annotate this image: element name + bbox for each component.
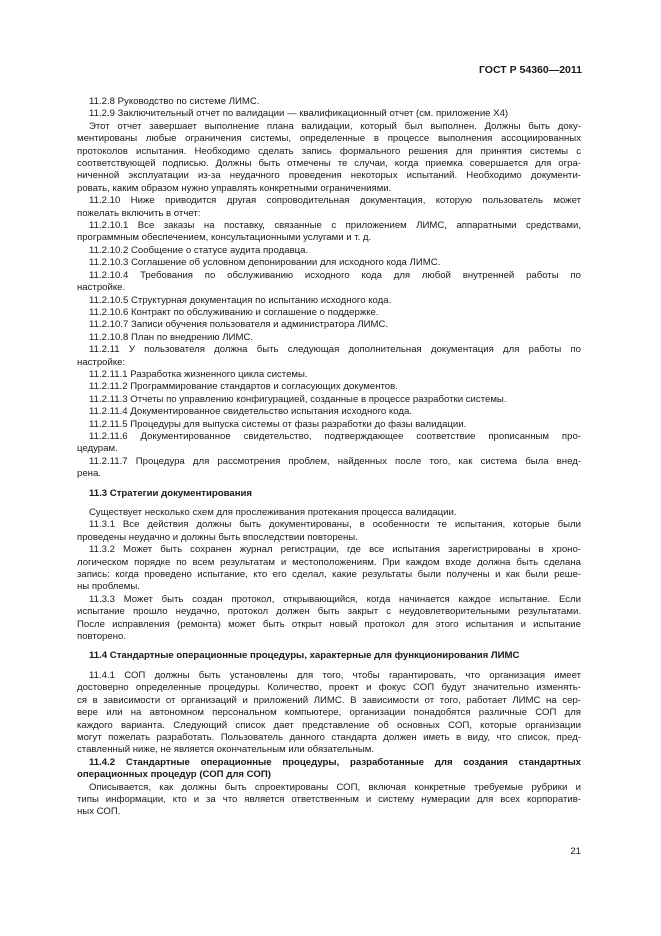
text-line: 11.2.11 У пользователя должна быть следующая дополнительная документация для работы по	[89, 344, 581, 356]
text-line: достоверно определенные процедуры. Количество, проект и фокус СОП будут значительно изменять-	[77, 682, 581, 694]
document-header: ГОСТ Р 54360—2011	[478, 64, 582, 76]
text-line: запись: когда проведено испытание, кто его сделал, какие результаты были получены и как были реше-	[77, 569, 581, 581]
text-line: могут пожелать разработать. Пользователь данного стандарта должен иметь в виду, что список, пред-	[77, 731, 581, 743]
text-line: 11.2.10.2 Сообщение о статусе аудита продавца.	[89, 244, 309, 256]
text-line: 11.2.10.5 Структурная документация по испытанию исходного кода.	[89, 294, 392, 306]
text-line: 11.2.11.1 Разработка жизненного цикла системы.	[89, 368, 308, 380]
section-heading-line: 11.4 Стандартные операционные процедуры, характерные для функционирования ЛИМС	[89, 650, 520, 662]
text-line: повторено.	[77, 631, 127, 643]
text-line: 11.2.11.3 Отчеты по управлению конфигурацией, созданные в процессе разработки системы.	[89, 393, 507, 405]
section-heading-line: 11.3 Стратегии документирования	[89, 487, 253, 499]
text-line: каждого варианта. Следующий список дает представление об основных СОП, которые организации	[77, 719, 581, 731]
text-line: 11.2.10.7 Записи обучения пользователя и администратора ЛИМС.	[89, 319, 389, 331]
text-line: 11.2.10.3 Соглашение об условном депонировании для исходного кода ЛИМС.	[89, 257, 441, 269]
text-line: 11.4.1 СОП должны быть установлены для того, чтобы гарантировать, что организация имеет	[89, 669, 581, 681]
paragraph-gap	[77, 500, 581, 507]
text-line: 11.2.11.7 Процедура для рассмотрения проблем, найденных после того, как система была внед-	[89, 455, 581, 467]
text-line: проведены неудачно и должны быть впоследствии повторены.	[77, 531, 358, 543]
text-line: настройке:	[77, 356, 126, 368]
text-line: ны проблемы.	[77, 581, 140, 593]
text-line: ровать, каким образом нужно управлять конкретными ограничениями.	[77, 182, 392, 194]
text-line: рена.	[77, 468, 101, 480]
paragraph-gap	[77, 663, 581, 670]
text-line: 11.2.11.6 Документированное свидетельство, подтверждающее соответствие прописанным про-	[89, 430, 581, 442]
text-line: пожелать включить в отчет:	[77, 207, 201, 219]
text-line: вере или на автономном персональном компьютере, организации понадобятся различные СОП для	[77, 707, 581, 719]
text-line: После исправления (ремонта) может быть открыт новый протокол для этого испытания и испытание	[77, 618, 581, 630]
text-line: 11.2.10.6 Контракт по обслуживанию и соглашение о поддержке.	[89, 306, 379, 318]
text-line: 11.2.10.8 План по внедрению ЛИМС.	[89, 331, 254, 343]
text-line: 11.3.3 Может быть создан протокол, открывающийся, когда начинается каждое испытание. Если	[89, 593, 581, 605]
text-line: Этот отчет завершает выполнение плана валидации, который был выполнен. Должны быть доку-	[89, 120, 581, 132]
page-number: 21	[570, 846, 581, 857]
text-line: ниченной эксплуатации из-за неудачного проведения некоторых испытаний. Необходимо документи-	[77, 170, 581, 182]
section-heading-line: операционных процедур (СОП для СОП)	[77, 769, 271, 781]
text-line: настройке.	[77, 282, 126, 294]
text-line: Существует несколько схем для прослеживания протекания процесса валидации.	[89, 507, 457, 518]
text-line: испытание прошло неудачно, протокол должен быть закрыт с неудовлетворительными результатами.	[77, 606, 581, 618]
text-line: 11.2.10.1 Все заказы на поставку, связанные с приложением ЛИМС, аппаратными средствами,	[89, 220, 581, 232]
text-line: 11.2.10 Ниже приводится другая сопроводительная документация, которую пользователь может	[89, 195, 581, 207]
text-line: типы информации, кто и за что является ответственным и систему нумерации для всех корпоратив-	[77, 793, 581, 805]
text-line: ставленный ниже, не является окончательным или обязательным.	[77, 744, 375, 756]
text-line: ментированы любые ограничения системы, определенные в процессе выполнения ассоциированных	[77, 133, 581, 145]
paragraph-gap	[77, 643, 581, 650]
text-line: соответствующей подписью. Должны быть отмечены те случаи, когда приемка совершается для огра-	[77, 158, 581, 170]
document-body	[77, 96, 581, 819]
text-line: программным обеспечением, консультационными услугами и т. д.	[77, 232, 372, 244]
section-heading-line: 11.4.2 Стандартные операционные процедуры, разработанные для создания стандартных	[89, 756, 581, 768]
text-line: логическом порядке по всем результатам и местоположениям. При каждом входе должна быть сделана	[77, 556, 581, 568]
text-line: 11.2.8 Руководство по системе ЛИМС.	[89, 96, 260, 107]
text-line: ся в зависимости от организаций и приложений ЛИМС. В зависимости от того, работает ЛИМС на сер-	[77, 694, 581, 706]
text-line: ных СОП.	[77, 806, 121, 818]
text-line: 11.2.10.4 Требования по обслуживанию исходного кода для любой внутренней работы по	[89, 269, 581, 281]
text-line: 11.2.11.4 Документированное свидетельство испытания исходного кода.	[89, 406, 412, 418]
text-line: 11.3.2 Может быть сохранен журнал регистрации, где все испытания зарегистрированы в хроно-	[89, 544, 581, 556]
paragraph-gap	[77, 481, 581, 488]
text-line: 11.2.11.5 Процедуры для выпуска системы от фазы разработки до фазы валидации.	[89, 418, 467, 430]
text-line: 11.3.1 Все действия должны быть документированы, в особенности те испытания, которые были	[89, 519, 581, 531]
text-line: протоколов испытания. Необходимо сделать запись формального решения для принятия системы с	[77, 145, 581, 157]
text-line: 11.2.11.2 Программирование стандартов и согласующих документов.	[89, 381, 398, 393]
text-line: цедурам.	[77, 443, 118, 455]
text-line: 11.2.9 Заключительный отчет по валидации — квалификационный отчет (см. приложение X4)	[89, 108, 509, 120]
text-line: Описывается, как должны быть спроектированы СОП, включая конкретные требуемые рубрики и	[89, 781, 581, 793]
